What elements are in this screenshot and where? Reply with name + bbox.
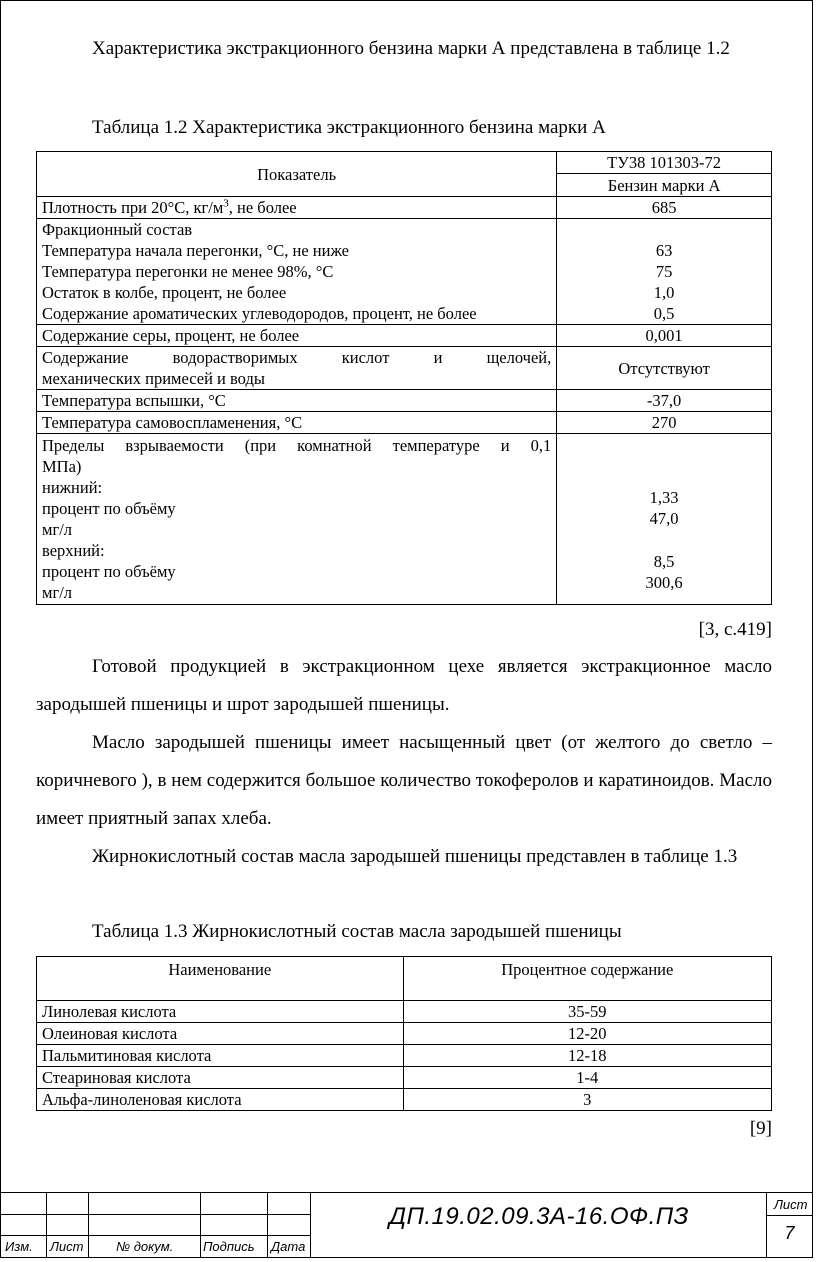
table-1-2-caption: Таблица 1.2 Характеристика экстракционного бензина марки А (92, 117, 606, 138)
fraction-row-label: Температура начала перегонки, °С, не ниже (42, 241, 349, 260)
fraction-row-label: Остаток в колбе, процент, не более (42, 283, 287, 302)
paragraph-oil-description: Масло зародышей пшеницы имеет насыщенный цвет (от желтого до светло – коричневого ), в нем содержится большое количество токоферолов и каратиноидов. Масло имеет приятный запах хлеба. (36, 732, 772, 829)
explosive-upper-mg-value: 300,6 (645, 573, 683, 592)
header-standard: ТУ38 101303-72 (557, 152, 772, 174)
paragraph-products: Готовой продукцией в экстракционном цехе является экстракционное масло зародышей пшеницы и шрот зародышей пшеницы. (36, 656, 772, 715)
header-content: Процентное содержание (403, 957, 771, 1001)
fraction-row-value: 0,5 (653, 304, 675, 323)
flash-point-label: Температура вспышки, °С (37, 390, 557, 412)
header-indicator: Показатель (37, 152, 557, 197)
acid-value: 12-18 (403, 1045, 771, 1067)
document-code: ДП.19.02.09.3А-16.ОФ.ПЗ (389, 1203, 689, 1230)
sulfur-label: Содержание серы, процент, не более (37, 325, 557, 347)
header-name: Наименование (37, 957, 404, 1001)
acids-label: Содержание водорастворимых кислот и щелочей, механических примесей и воды (37, 347, 557, 390)
stamp-label-sign: Подпись (203, 1239, 255, 1254)
explosive-upper-pct: процент по объёму (42, 562, 176, 581)
sheet-number: 7 (784, 1223, 795, 1243)
fraction-composition-cell (37, 219, 557, 325)
acid-value: 35-59 (403, 1001, 771, 1023)
explosive-title-cont: МПа) (42, 457, 82, 476)
explosive-lower-mg: мг/л (42, 520, 73, 539)
fraction-row-value: 63 (655, 241, 673, 260)
fraction-row-label: Содержание ароматических углеводородов, процент, не более (42, 304, 477, 323)
acid-name: Пальмитиновая кислота (37, 1045, 404, 1067)
table-1-3 (36, 956, 772, 1111)
fraction-row-value: 1,0 (653, 283, 675, 302)
intro-paragraph: Характеристика экстракционного бензина марки А представлена в таблице 1.2 (92, 38, 730, 59)
explosive-upper-pct-value: 8,5 (653, 552, 675, 571)
stamp-label-izm: Изм. (5, 1239, 33, 1254)
table-1-2 (36, 151, 772, 605)
table-1-3-reference: [9] (749, 1118, 772, 1139)
title-block (0, 1192, 813, 1258)
autoignition-value: 270 (557, 412, 772, 434)
explosive-title: Пределы взрываемости (при комнатной температуре и 0,1 (42, 436, 552, 455)
fraction-title: Фракционный состав (42, 220, 193, 239)
table-1-2-reference: [3, с.419] (698, 619, 772, 640)
explosive-lower-mg-value: 47,0 (649, 509, 679, 528)
fraction-row-value: 75 (655, 262, 673, 281)
stamp-label-list: Лист (50, 1239, 84, 1254)
acids-value: Отсутствуют (557, 347, 772, 390)
density-label: Плотность при 20°С, $кг/м^3$, не более (37, 197, 557, 219)
autoignition-label: Температура самовоспламенения, °С (37, 412, 557, 434)
acid-value: 3 (403, 1089, 771, 1111)
sulfur-value: 0,001 (557, 325, 772, 347)
stamp-label-date: Дата (271, 1239, 306, 1254)
explosive-lower-pct-value: 1,33 (649, 488, 679, 507)
flash-point-value: -37,0 (557, 390, 772, 412)
acid-value: 12-20 (403, 1023, 771, 1045)
acid-name: Олеиновая кислота (37, 1023, 404, 1045)
fraction-row-label: Температура перегонки не менее 98%, °С (42, 262, 334, 281)
table-1-3-caption: Таблица 1.3 Жирнокислотный состав масла зародышей пшеницы (92, 921, 622, 942)
explosive-limits-cell (37, 434, 557, 605)
acid-name: Линолевая кислота (37, 1001, 404, 1023)
stamp-label-doc: № докум. (116, 1239, 174, 1254)
acid-name: Стеариновая кислота (37, 1067, 404, 1089)
explosive-upper-mg: мг/л (42, 583, 73, 602)
density-value: 685 (557, 197, 772, 219)
explosive-lower: нижний: (42, 478, 103, 497)
header-grade: Бензин марки А (557, 174, 772, 197)
acid-value: 1-4 (403, 1067, 771, 1089)
sheet-label: Лист (774, 1197, 808, 1212)
explosive-values-cell (557, 434, 772, 605)
explosive-upper: верхний: (42, 541, 105, 560)
acid-name: Альфа-линоленовая кислота (37, 1089, 404, 1111)
paragraph-fatty-acid-intro: Жирнокислотный состав масла зародышей пшеницы представлен в таблице 1.3 (92, 846, 738, 867)
fraction-values-cell (557, 219, 772, 325)
explosive-lower-pct: процент по объёму (42, 499, 176, 518)
